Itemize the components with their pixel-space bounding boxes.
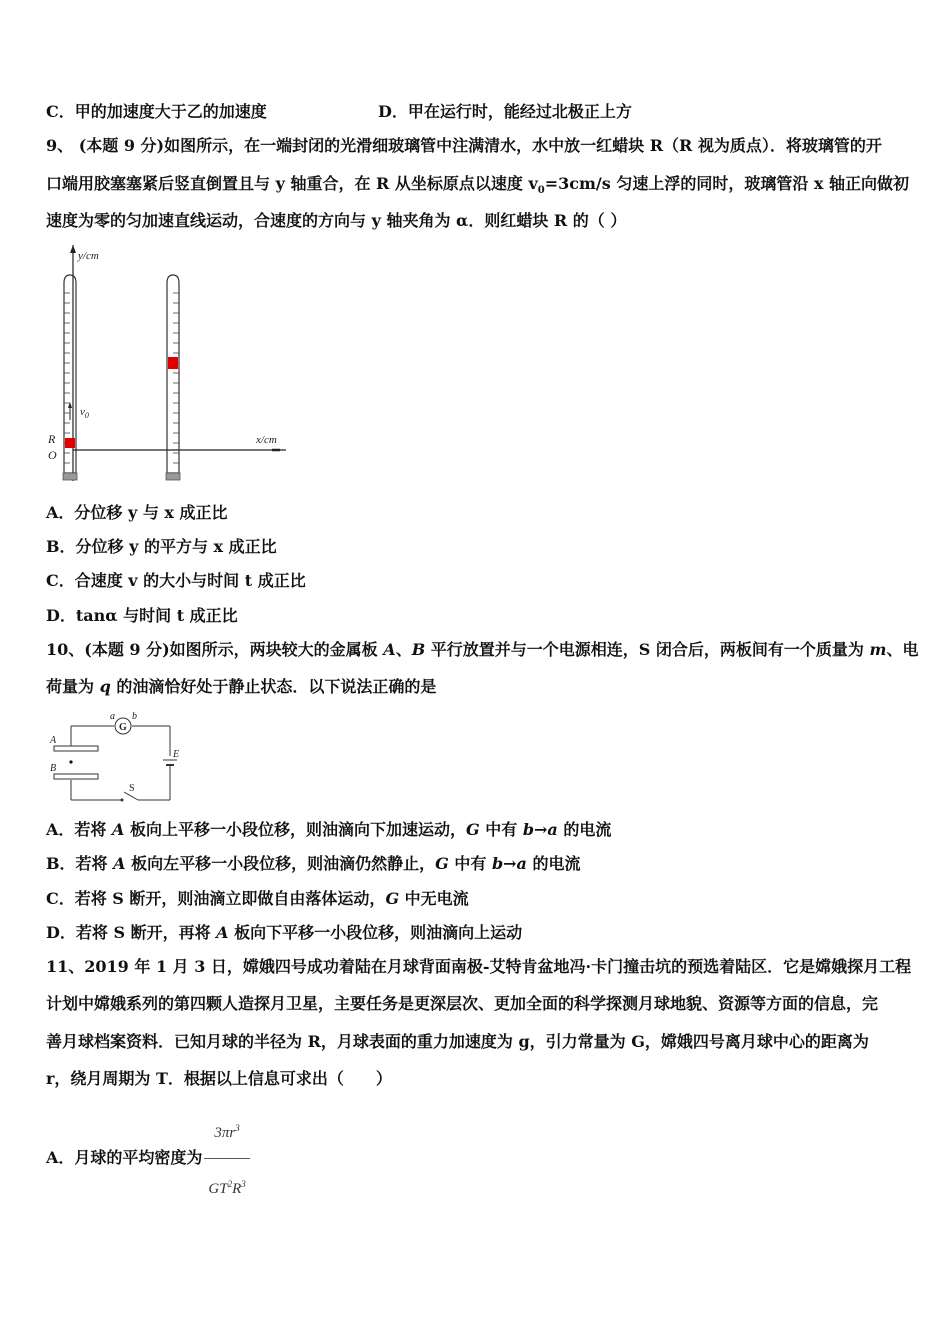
svg-text:x/cm: x/cm (256, 434, 277, 446)
svg-text:A: A (50, 735, 57, 746)
svg-text:a: a (110, 711, 115, 722)
q8-option-d: D．甲在运行时，能经过北极正上方 (378, 102, 632, 121)
svg-text:R: R (48, 432, 56, 446)
q9-stem-line-2: 口端用胶塞塞紧后竖直倒置且与 y 轴重合，在 R 从坐标原点以速度 $v_0=3cm/s$ 匀速上浮的同时，玻璃管沿 x 轴正向做初 (46, 174, 910, 197)
q11-stem-line-1: 11、2019 年 1 月 3 日，嫦娥四号成功着陆在月球背面南极-艾特肯盆地冯·卡门撞击坑的预选着陆区．它是嫦娥探月工程 (46, 957, 912, 976)
svg-text:O: O (48, 448, 57, 462)
svg-text:v0: $v_0$ (80, 406, 89, 420)
q11-stem-line-3: 善月球档案资料．已知月球的半径为 R，月球表面的重力加速度为 g，引力常量为 G，嫦娥四号离月球中心的距离为 (46, 1032, 869, 1051)
q9-figure (46, 245, 296, 485)
svg-text:S: S (129, 783, 135, 794)
oil-drop (69, 760, 72, 763)
q11-stem-line-4: r，绕月周期为 T．根据以上信息可求出（ ） (46, 1069, 392, 1088)
q9-stem-line-3: 速度为零的匀加速直线运动，合速度的方向与 y 轴夹角为 α．则红蜡块 R 的（ ） (46, 211, 627, 230)
svg-text:b: b (132, 711, 137, 722)
q11-stem-line-2: 计划中嫦娥系列的第四颗人造探月卫星，主要任务是更深层次、更加全面的科学探测月球地貌、资源等方面的信息，完 (46, 994, 879, 1013)
density-formula: $\frac{3\pi r^3}{GT^2R^3}$ (204, 1104, 249, 1213)
red-wax-block-later (168, 357, 178, 369)
q9-option-c: C．合速度 v 的大小与时间 t 成正比 (46, 571, 306, 590)
q11-option-a: A．月球的平均密度为 $\frac{3\pi r^3}{GT^2R^3}$ (46, 1104, 250, 1213)
svg-text:B: B (50, 763, 57, 774)
svg-text:G: G (119, 722, 127, 733)
q10-option-b: B．若将 A 板向左平移一小段位移，则油滴仍然静止，G 中有 b→a 的电流 (46, 854, 581, 873)
q8-option-c: C．甲的加速度大于乙的加速度 (46, 102, 267, 121)
red-wax-block-start (65, 438, 75, 448)
q9-stem-line-1: 9、 (本题 9 分)如图所示，在一端封闭的光滑细玻璃管中注满清水，水中放一红蜡块 R（R 视为质点）．将玻璃管的开 (46, 136, 882, 155)
q10-option-c: C．若将 S 断开，则油滴立即做自由落体运动，G 中无电流 (46, 889, 469, 908)
q10-stem-line-2: 荷量为 q 的油滴恰好处于静止状态．以下说法正确的是 (46, 677, 437, 696)
q9-option-b: B．分位移 y 的平方与 x 成正比 (46, 537, 277, 556)
q10-circuit-figure (46, 708, 196, 808)
q10-option-a: A．若将 A 板向上平移一小段位移，则油滴向下加速运动，G 中有 b→a 的电流 (46, 820, 612, 839)
svg-text:E: E (173, 749, 180, 760)
q10-option-d: D．若将 S 断开，再将 A 板向下平移一小段位移，则油滴向上运动 (46, 923, 523, 942)
q9-option-a: A．分位移 y 与 x 成正比 (46, 503, 228, 522)
svg-text:y/cm: y/cm (78, 250, 99, 262)
q9-option-d: D．tanα 与时间 t 成正比 (46, 606, 238, 625)
q10-stem-line-1: 10、(本题 9 分)如图所示，两块较大的金属板 A、B 平行放置并与一个电源相连，S 闭合后，两板间有一个质量为 m、电 (46, 640, 919, 659)
